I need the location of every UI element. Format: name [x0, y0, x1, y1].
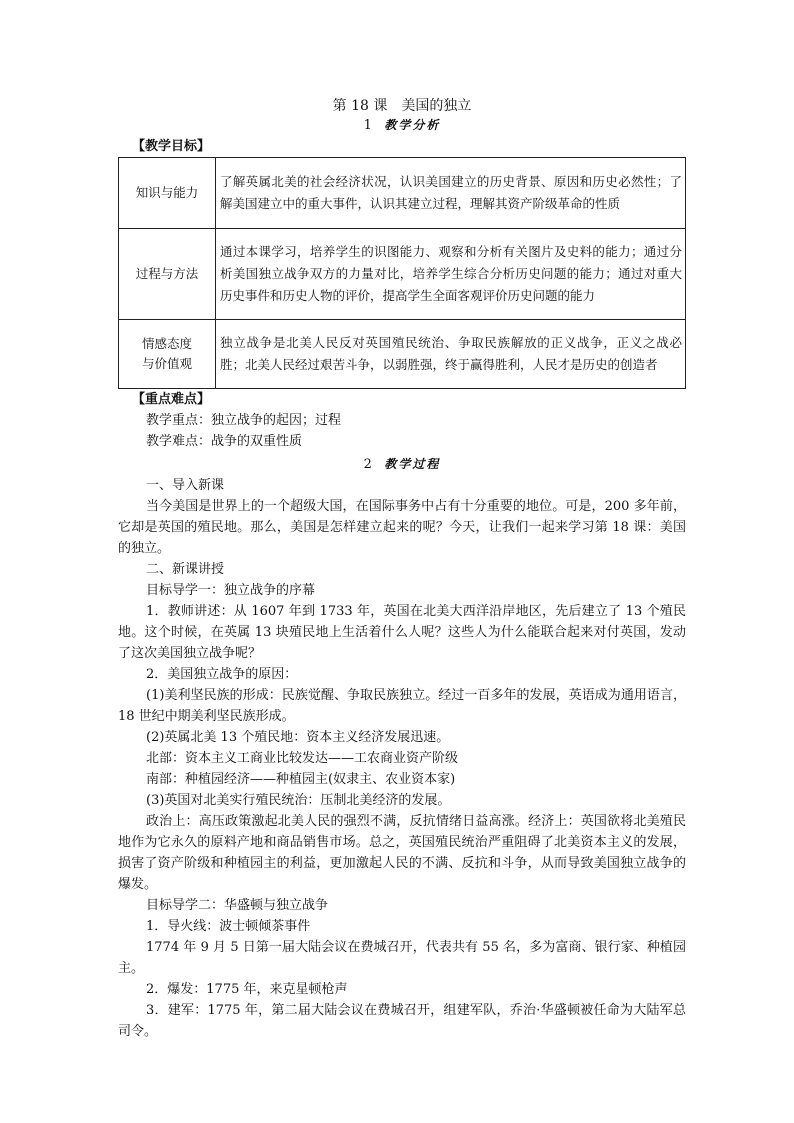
goals-row-label: [119, 320, 216, 389]
keypoints-focus: 教学重点：独立战争的起因；过程: [146, 413, 342, 428]
paragraph: (2)英属北美 13 个殖民地：资本主义经济发展迅速。: [146, 730, 450, 745]
goals-heading: 【教学目标】: [132, 139, 211, 154]
paragraph: 1．教师讲述：从 1607 年到 1733 年，英国在北美大西洋沿岸地区，先后建立了 13 个殖民地。这个时候，在英属 13 块殖民地上生活着什么人呢？这些人为什么能联合起来对付英国，发动了这次美国独立战争呢？: [118, 604, 686, 661]
section-1-heading: [118, 116, 686, 135]
keypoints-heading: 【重点难点】: [132, 392, 211, 407]
goals-row-label-line2: 与价值观: [141, 356, 192, 371]
goals-row-label-line1: 情感态度: [141, 336, 192, 351]
goals-row-label: 知识与能力: [119, 158, 216, 229]
paragraph: 1．导火线：波士顿倾茶事件: [146, 919, 311, 934]
section-1-number: 1: [363, 118, 372, 133]
goals-row-values: [119, 320, 686, 389]
paragraph: 目标导学二：华盛顿与独立战争: [146, 898, 329, 913]
goals-row-text: 独立战争是北美人民反对英国殖民统治、争取民族解放的正义战争，正义之战必胜；北美人民经过艰苦斗争，以弱胜强，终于赢得胜利，人民才是历史的创造者: [216, 320, 686, 389]
paragraph: 一、导入新课: [146, 478, 225, 493]
section-2-label: 教学过程: [384, 457, 441, 471]
goals-row-text: 通过本课学习，培养学生的识图能力、观察和分析有关图片及史料的能力；通过分析美国独立战争双方的力量对比，培养学生综合分析历史问题的能力；通过对重大历史事件和历史人物的评价，提高学生全面客观评价历史问题的能力: [216, 229, 686, 320]
paragraph: 当今美国是世界上的一个超级大国，在国际事务中占有十分重要的地位。可是，200 多年前，它却是英国的殖民地。那么，美国是怎样建立起来的呢？今天，让我们一起来学习第 18 课：美国的独立。: [118, 499, 686, 556]
document-page: [118, 96, 686, 1042]
paragraph: 1774 年 9 月 5 日第一届大陆会议在费城召开，代表共有 55 名，多为富商、银行家、种植园主。: [118, 940, 686, 976]
goals-row-label: 过程与方法: [119, 229, 216, 320]
keypoints-difficulty: 教学难点：战争的双重性质: [146, 434, 303, 449]
goals-row-text: 了解英属北美的社会经济状况，认识美国建立的历史背景、原因和历史必然性；了解美国建立中的重大事件，认识其建立过程，理解其资产阶级革命的性质: [216, 158, 686, 229]
paragraph: 政治上：高压政策激起北美人民的强烈不满，反抗情绪日益高涨。经济上：英国欲将北美殖民地作为它永久的原料产地和商品销售市场。总之，英国殖民统治严重阻碍了北美资本主义的发展，损害了资产阶级和种植园主的利益，更加激起人民的不满、反抗和斗争，从而导致美国独立战争的爆发。: [118, 814, 686, 892]
lesson-title: 第 18 课 美国的独立: [332, 98, 472, 114]
goals-table: [118, 157, 686, 389]
paragraph: 二、新课讲授: [146, 562, 225, 577]
paragraph: 目标导学一：独立战争的序幕: [146, 583, 316, 598]
goals-row-method: [119, 229, 686, 320]
section-2-number: 2: [363, 457, 372, 472]
paragraph: (3)英国对北美实行殖民统治：压制北美经济的发展。: [146, 793, 451, 808]
paragraph: 2．爆发：1775 年，来克星顿枪声: [146, 982, 348, 997]
paragraph: 北部：资本主义工商业比较发达——工农商业资产阶级: [146, 751, 459, 766]
paragraph: 南部：种植园经济——种植园主(奴隶主、农业资本家): [146, 772, 456, 787]
section-1-label: 教学分析: [384, 118, 441, 132]
section-2-heading: [118, 454, 686, 475]
paragraph: 2．美国独立战争的原因：: [146, 667, 298, 682]
goals-row-knowledge: [119, 158, 686, 229]
paragraph: (1)美利坚民族的形成：民族觉醒、争取民族独立。经过一百多年的发展，英语成为通用语言，18 世纪中期美利坚民族形成。: [118, 688, 686, 724]
paragraph: 3．建军：1775 年，第二届大陆会议在费城召开，组建军队，乔治·华盛顿被任命为大陆军总司令。: [118, 1003, 686, 1039]
